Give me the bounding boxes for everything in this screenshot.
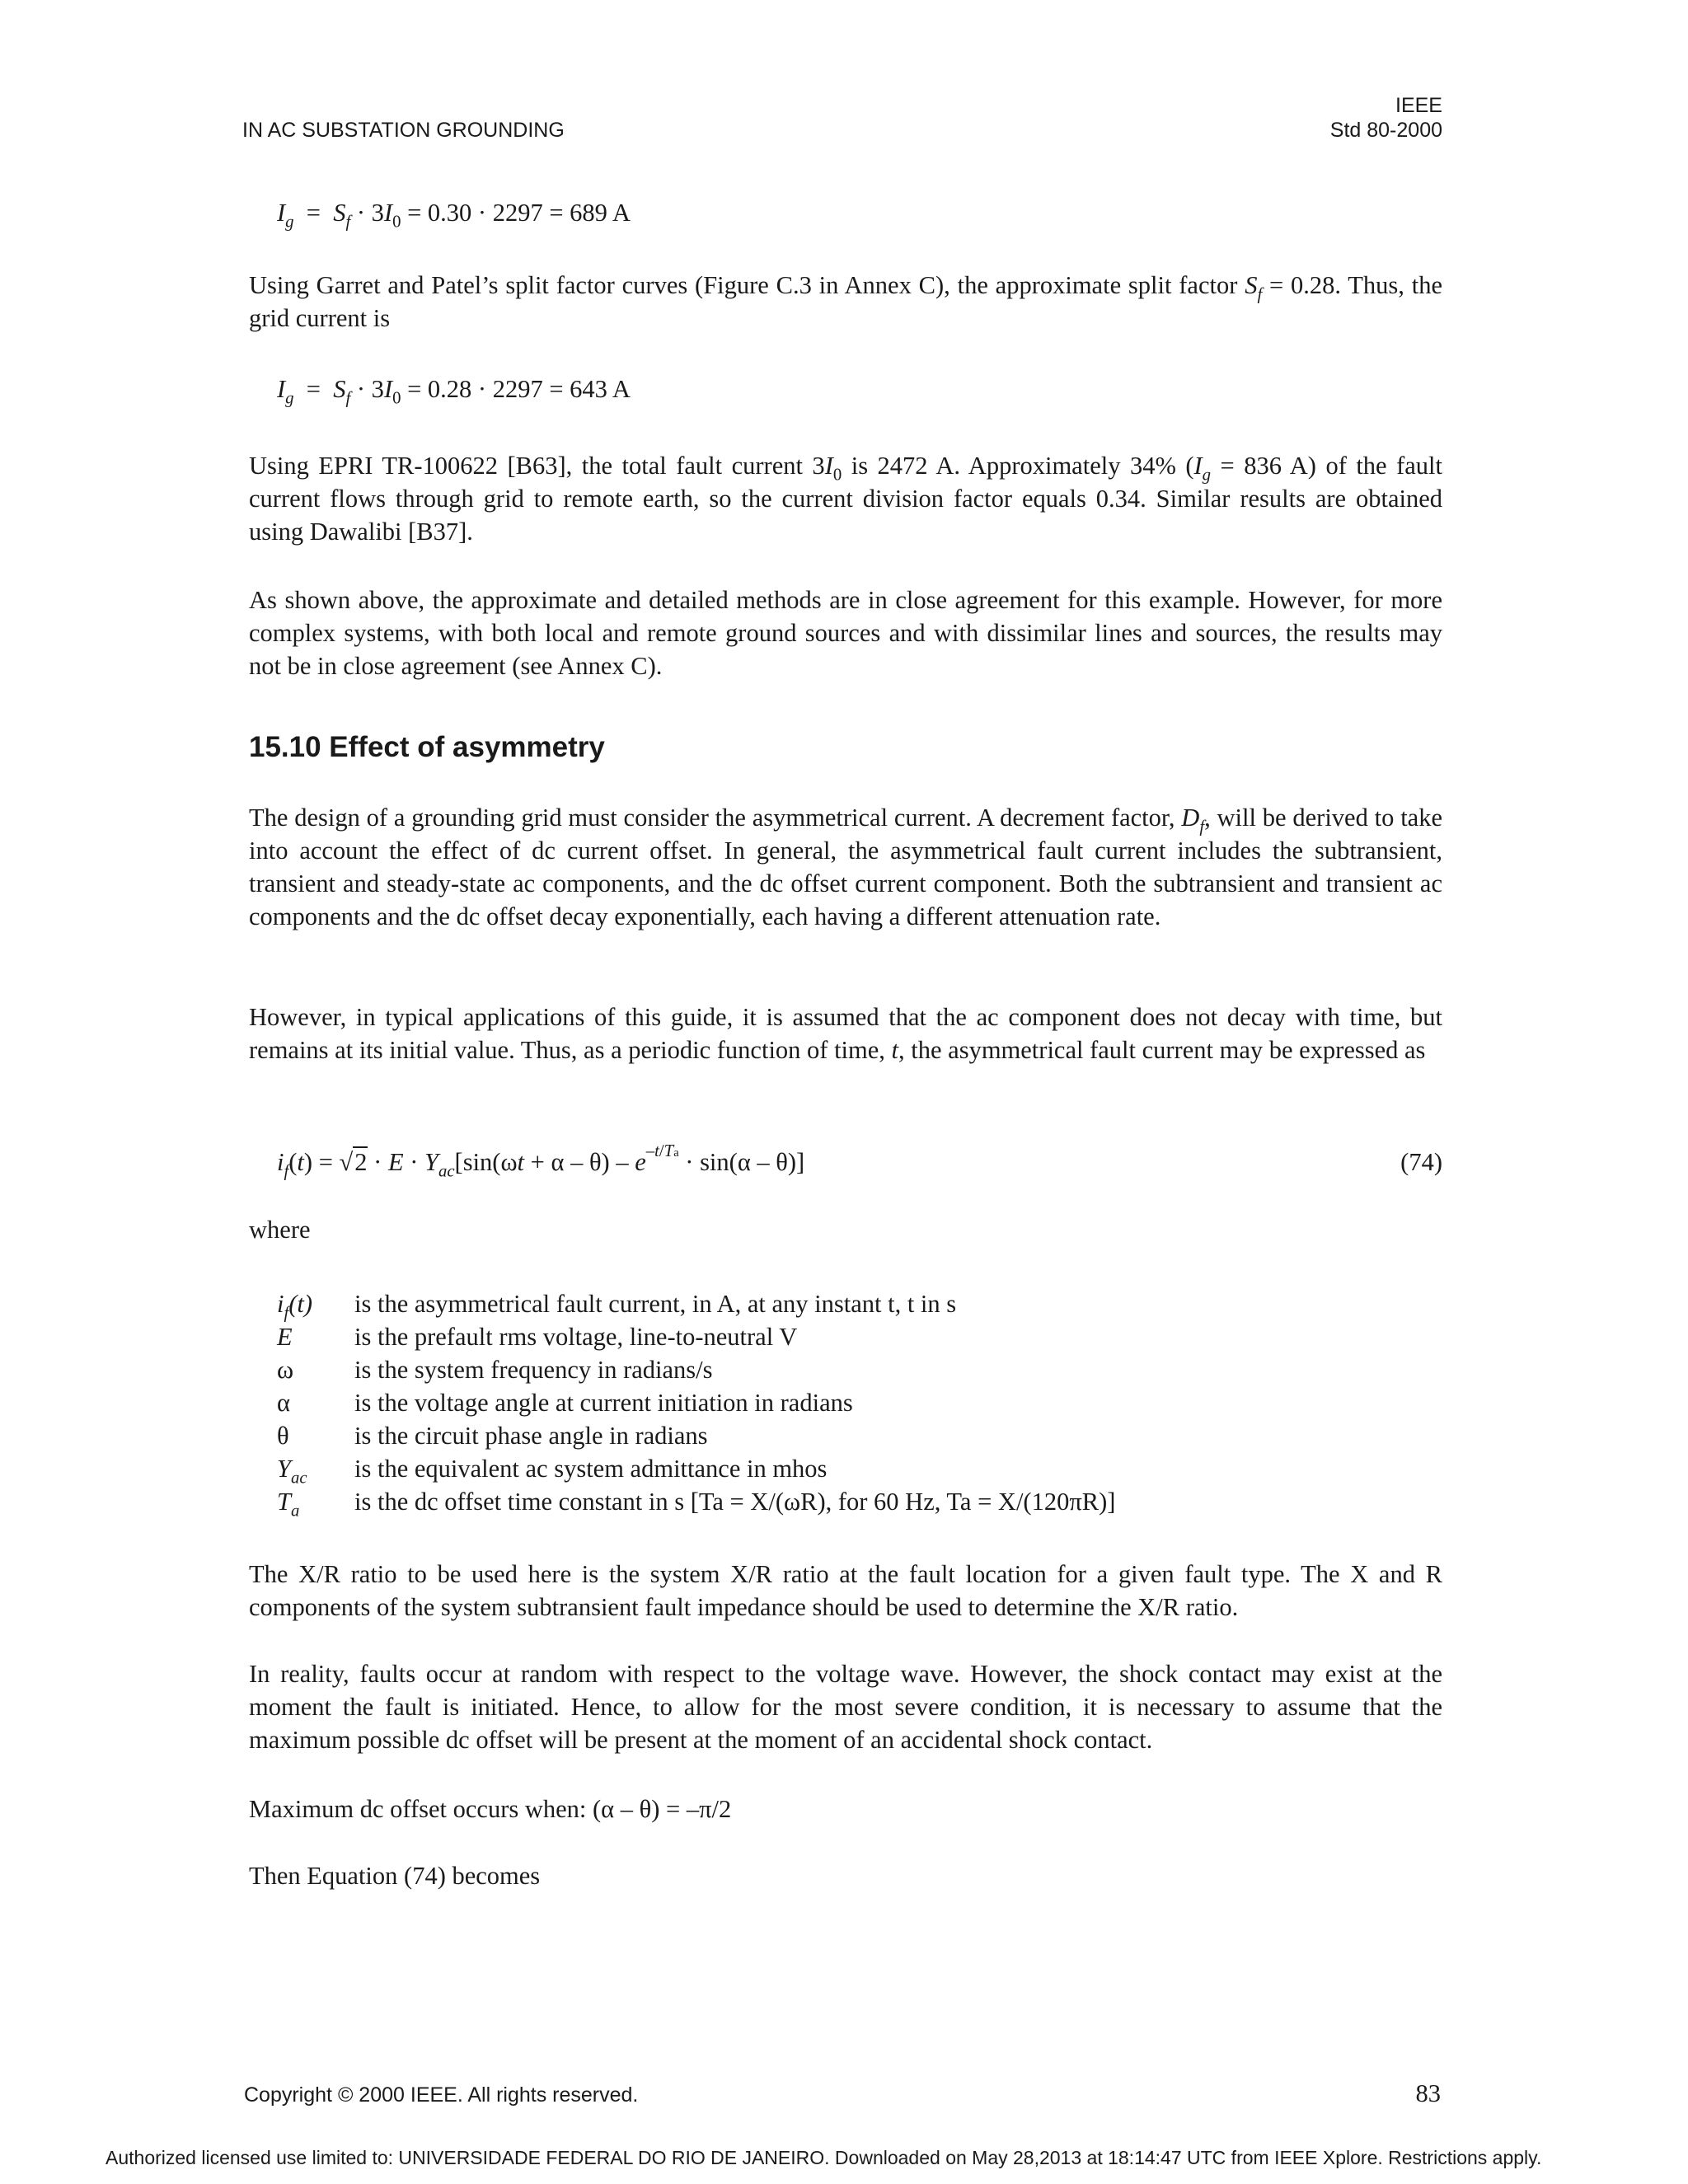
definition-desc: is the circuit phase angle in radians [354,1422,708,1450]
equation-grid-current-1: $I_g = S_f \cdot 3I_0 = 0.30 \cdot 2297 = 689$ A [277,199,631,232]
definition-row [277,1452,1442,1488]
header-std: Std 80-2000 [1329,119,1442,142]
equation-grid-current-1-rest: = 0.30 · 2297 = 689 A [401,199,631,227]
paragraph-epri: Using EPRI TR-100622 [B63], the total fault current $3I_0$ is 2472 A. Approximately 34% ($I_g = 836$ A) of the fault current flows through grid to remote earth, so the current division factor equals 0.34. Similar results are obtained using Dawalibi [B37]. [249,452,1442,546]
definition-desc: is the equivalent ac system admittance in mhos [354,1455,828,1483]
running-header-right [1330,93,1442,143]
definition-desc: is the prefault rms voltage, line-to-neutral V [354,1323,798,1351]
equation-74: $i_f(t) = √2 \cdot E \cdot Y_{ac}[\sin(\omega t + \alpha - \theta) - e^{-t/Ta} \cdot \sin(\alpha - \theta)]$ [277,1142,805,1181]
definition-row [277,1485,1442,1521]
equation-grid-current-2-rest: = 0.28 · 2297 = 643 A [401,375,631,403]
definition-symbol: $i_f(t)$ [277,1290,313,1323]
running-header-left: IN AC SUBSTATION GROUNDING [242,119,565,142]
paragraph-max-offset: Maximum dc offset occurs when: (α – θ) = –π/2 [249,1795,732,1823]
paragraph-asymmetry-a: The design of a grounding grid must consider the asymmetrical current. A decrement factor, [249,804,1182,832]
paragraph-epri-b: is 2472 A. Approximately 34% ( [842,452,1194,480]
paragraph-reality: In reality, faults occur at random with respect to the voltage wave. However, the shock contact may exist at the moment the fault is initiated. Hence, to allow for the most severe condition, it is necessary to assume that the maximum possible dc offset will be present at the moment of an accidental shock contact. [249,1660,1442,1754]
definition-desc: is the asymmetrical fault current, in A, at any instant t, t in s [354,1290,957,1318]
definition-row [277,1386,1442,1419]
definition-symbol: E [277,1323,293,1351]
definition-row [277,1419,1442,1452]
paragraph-periodic-b: , the asymmetrical fault current may be expressed as [898,1036,1426,1064]
paragraph-asymmetry: The design of a grounding grid must consider the asymmetrical current. A decrement factor, $D_f$, will be derived to take into account the effect of dc current offset. In general, the asymmetrical fault current includes the subtransient, transient and steady-state ac components, and the dc offset current component. Both the subtransient and transient ac components and the dc offset decay exponentially, each having a different attenuation rate. [249,804,1442,930]
definition-symbol: α [277,1389,290,1417]
definition-row [277,1353,1442,1386]
paragraph-agreement: As shown above, the approximate and detailed methods are in close agreement for this example. However, for more complex systems, with both local and remote ground sources and with dissimilar lines and sources, the results may not be in close agreement (see Annex C). [249,586,1442,680]
definition-symbol: ω [277,1356,294,1384]
definition-symbol: $Y_{ac}$ [277,1455,307,1488]
definition-row [277,1320,1442,1353]
paragraph-split-factor: Using Garret and Patel’s split factor curves (Figure C.3 in Annex C), the approximate split factor $S_f = 0.28$. Thus, the grid current is [249,271,1442,332]
paragraph-epri-c: = 836 A) of the fault current flows through grid to remote earth, so the current division factor equals 0.34. Similar results are obtained using Dawalibi [B37]. [249,452,1442,546]
footer-copyright: Copyright © 2000 IEEE. All rights reserved. [244,2083,639,2107]
paragraph-epri-a: Using EPRI TR-100622 [B63], the total fault current 3 [249,452,825,480]
section-heading-wrap [249,731,1442,764]
definition-desc: is the dc offset time constant in s [Ta = X/(ωR), for 60 Hz, Ta = X/(120πR)] [354,1488,1116,1516]
section-heading: 15.10 Effect of asymmetry [249,731,605,763]
paragraph-equation-becomes: Then Equation (74) becomes [249,1862,541,1890]
where-label: where [249,1216,311,1244]
definition-row [277,1287,1442,1323]
paragraph-asymmetry-b: , will be derived to take into account the effect of dc current offset. In general, the asymmetrical fault current includes the subtransient, transient and steady-state ac components, and the dc offset current component. Both the subtransient and transient ac components and the dc offset decay exponentially, each having a different attenuation rate. [249,804,1442,930]
definition-symbol: θ [277,1422,289,1450]
equation-grid-current-2: $I_g = S_f \cdot 3I_0 = 0.28 \cdot 2297 = 643$ A [277,375,631,408]
paragraph-xr-ratio: The X/R ratio to be used here is the system X/R ratio at the fault location for a given fault type. The X and R components of the system subtransient fault impedance should be used to determine the X/R ratio. [249,1560,1442,1621]
paragraph-split-factor-text: Using Garret and Patel’s split factor curves (Figure C.3 in Annex C), the approximate split factor [249,271,1245,299]
definitions-list [277,1287,1442,1521]
definition-desc: is the voltage angle at current initiation in radians [354,1389,853,1417]
definition-desc: is the system frequency in radians/s [354,1356,713,1384]
page-number: 83 [1415,2079,1441,2107]
paragraph-periodic: However, in typical applications of this guide, it is assumed that the ac component does not decay with time, but remains at its initial value. Thus, as a periodic function of time, t, the asymmetrical fault current may be expressed as [249,1003,1442,1064]
paragraph-periodic-a: However, in typical applications of this guide, it is assumed that the ac component does not decay with time, but remains at its initial value. Thus, as a periodic function of time, [249,1003,1442,1064]
header-ieee: IEEE [1395,94,1442,117]
authorization-notice: Authorized licensed use limited to: UNIVERSIDADE FEDERAL DO RIO DE JANEIRO. Downloaded on May 28,2013 at 18:14:47 UTC from IEEE Xplore. Restrictions apply. [106,2147,1542,2168]
definition-symbol: $T_a$ [277,1488,300,1521]
equation-74-number: (74) [1400,1148,1442,1176]
paragraph-split-factor-tail: = 0.28. Thus, the grid current is [249,271,1442,332]
